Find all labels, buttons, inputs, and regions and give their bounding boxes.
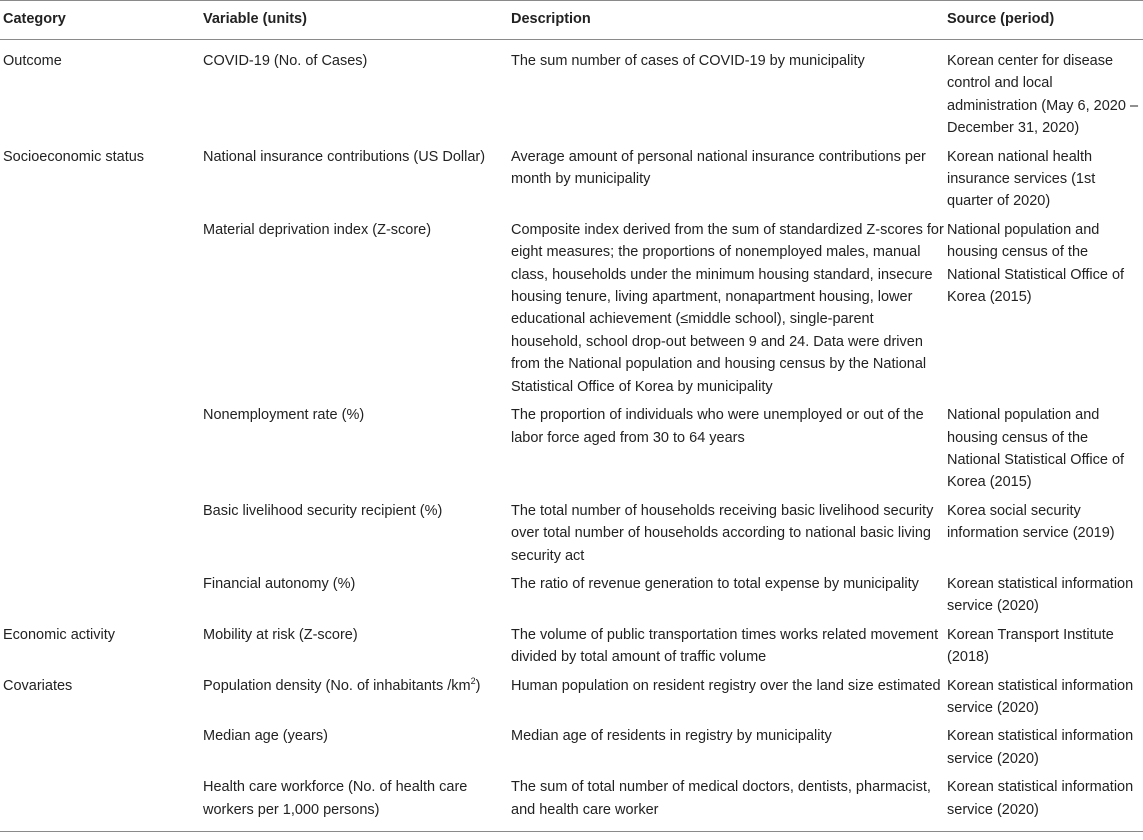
table-row (0, 40, 1143, 142)
cell-source: National population and housing census of the National Statistical Office of Korea (2015) (947, 407, 1125, 491)
cell-source: Korean national health insurance services (1st quarter of 2020) (947, 148, 1096, 210)
table-header (0, 1, 1143, 40)
cell-description: Median age of residents in registry by municipality (511, 728, 832, 745)
cell-variable: Financial autonomy (%) (203, 575, 356, 592)
table-body (0, 40, 1143, 832)
table-row (0, 569, 1143, 620)
cell-description: The sum of total number of medical doctors, dentists, pharmacist, and health care worker (511, 779, 931, 818)
cell-description: The volume of public transportation times works related movement divided by total amount of traffic volume (511, 626, 939, 666)
cell-category (0, 721, 203, 772)
cell-variable: COVID-19 (No. of Cases) (203, 53, 368, 69)
cell-variable: Nonemployment rate (%) (203, 407, 365, 424)
cell-category (0, 400, 203, 496)
cell-variable: Basic livelihood security recipient (%) (203, 502, 443, 519)
table-row (0, 215, 1143, 400)
cell-source: Korean statistical information service (2020) (947, 728, 1134, 767)
cell-source: National population and housing census of the National Statistical Office of Korea (2015) (947, 221, 1125, 306)
variable-text: Population density (No. of inhabitants /km (203, 677, 471, 694)
cell-source: Korea social security information service (2019) (947, 502, 1115, 542)
variable-text-end: ) (475, 677, 481, 694)
table-row (0, 142, 1143, 215)
cell-variable: Health care workforce (No. of health care workers per 1,000 persons) (203, 779, 468, 818)
cell-category (0, 496, 203, 569)
header-category: Category (3, 10, 66, 27)
cell-description: The sum number of cases of COVID-19 by municipality (511, 53, 865, 69)
cell-category (0, 772, 203, 831)
cell-category: Covariates (3, 677, 73, 694)
cell-category (0, 569, 203, 620)
cell-description: Average amount of personal national insurance contributions per month by municipality (511, 148, 926, 188)
cell-category: Economic activity (3, 626, 116, 643)
table-row (0, 496, 1143, 569)
cell-source: Korean Transport Institute (2018) (947, 626, 1114, 666)
table-row (0, 671, 1143, 722)
cell-source: Korean statistical information service (2020) (947, 575, 1134, 615)
cell-category: Socioeconomic status (3, 148, 145, 165)
cell-description: The total number of households receiving basic livelihood security over total number of households according to national basic living security act (511, 502, 934, 564)
header-source: Source (period) (947, 10, 1055, 27)
table-row (0, 620, 1143, 671)
table-row (0, 772, 1143, 831)
superscript: 2 (470, 675, 476, 686)
cell-source: Korean center for disease control and local administration (May 6, 2020 – December 31, 2020) (947, 53, 1139, 137)
cell-variable: Median age (years) (203, 728, 328, 745)
cell-description: Human population on resident registry over the land size estimated (511, 677, 941, 694)
cell-variable: National insurance contributions (US Dollar) (203, 148, 486, 165)
cell-variable: Material deprivation index (Z-score) (203, 221, 432, 238)
cell-source: Korean statistical information service (2020) (947, 779, 1134, 818)
cell-description: The ratio of revenue generation to total expense by municipality (511, 575, 919, 592)
cell-source: Korean statistical information service (2020) (947, 677, 1134, 716)
cell-category (0, 215, 203, 400)
cell-variable (203, 671, 511, 722)
table-row (0, 400, 1143, 496)
cell-description: Composite index derived from the sum of standardized Z-scores for eight measures; the proportions of nonemployed males, manual class, households under the minimum housing standard, insecure housing tenure, living apartment, nonapartment housing, lower educational achievement (≤middle school), single-parent household, school drop-out between 9 and 24. Data were driven from the National population and housing census by the National Statistical Office of Korea by municipality (511, 221, 944, 395)
cell-description: The proportion of individuals who were unemployed or out of the labor force aged from 30 to 64 years (511, 407, 924, 446)
header-variable: Variable (units) (203, 10, 307, 27)
cell-category: Outcome (3, 53, 62, 69)
table-row (0, 721, 1143, 772)
header-row (0, 1, 1143, 40)
header-description: Description (511, 10, 591, 27)
cell-variable: Mobility at risk (Z-score) (203, 626, 358, 643)
